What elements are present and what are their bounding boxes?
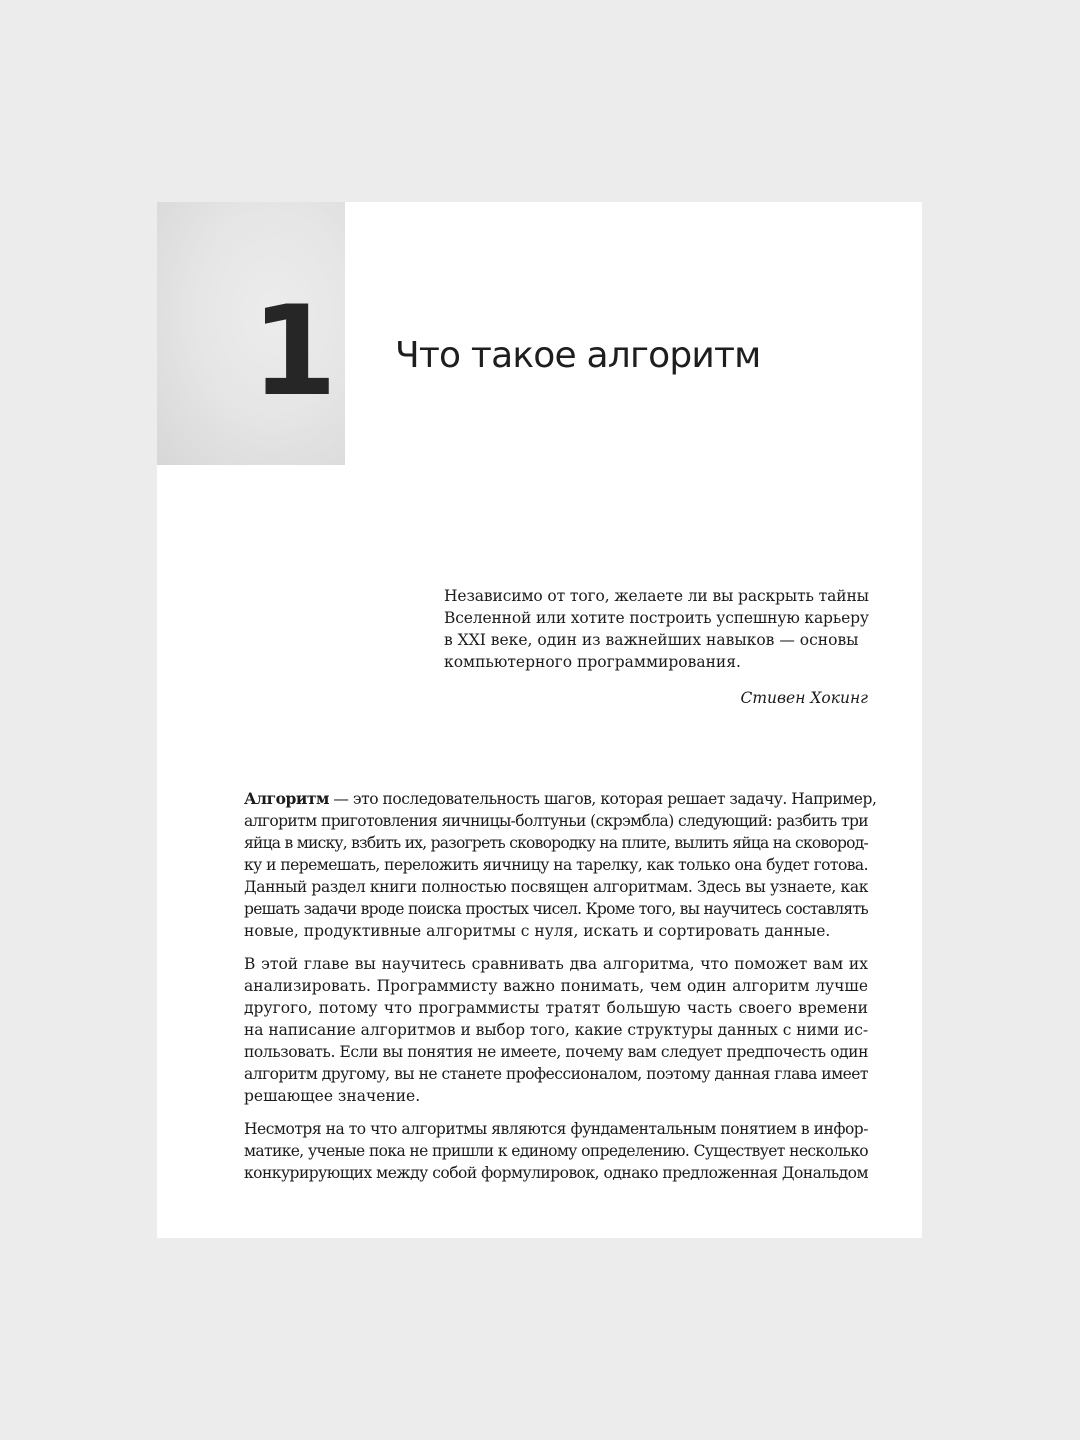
text-line: яйца в миску, взбить их, разогреть сковородку на плите, вылить яйца на сковород-: [244, 834, 868, 852]
epigraph-author: Стивен Хокинг: [740, 689, 868, 707]
epigraph-line: Независимо от того, желаете ли вы раскрыть тайны: [444, 587, 869, 605]
chapter-number-block: [157, 202, 345, 465]
epigraph-line: компьютерного программирования.: [444, 653, 741, 671]
epigraph-line: Вселенной или хотите построить успешную карьеру: [444, 609, 869, 627]
epigraph: [444, 585, 869, 673]
text-line: В этой главе вы научитесь сравнивать два алгоритма, что поможет вам их: [244, 955, 868, 973]
defined-term: Алгоритм: [244, 789, 329, 808]
chapter-number: 1: [251, 280, 338, 424]
text-line-rest: — это последовательность шагов, которая решает задачу. Например,: [328, 790, 877, 808]
text-line: матике, ученые пока не пришли к единому определению. Существует несколько: [244, 1142, 868, 1160]
paragraph-2: [244, 953, 868, 1107]
epigraph-line: в XXI веке, один из важнейших навыков — основы: [444, 631, 859, 649]
chapter-title: Что такое алгоритм: [395, 335, 761, 376]
text-line: на написание алгоритмов и выбор того, какие структуры данных с ними ис-: [244, 1021, 868, 1039]
paragraph-3: [244, 1118, 868, 1184]
text-line: новые, продуктивные алгоритмы с нуля, искать и сортировать данные.: [244, 922, 831, 940]
book-page: [157, 202, 922, 1238]
paragraph-1: [244, 788, 877, 942]
text-line: Несмотря на то что алгоритмы являются фундаментальным понятием в инфор-: [244, 1120, 868, 1138]
text-line: алгоритм другому, вы не станете профессионалом, поэтому данная глава имеет: [244, 1065, 868, 1083]
text-line: алгоритм приготовления яичницы-болтуньи (скрэмбла) следующий: разбить три: [244, 812, 868, 830]
text-line: [244, 788, 877, 810]
text-line: другого, потому что программисты тратят большую часть своего времени: [244, 999, 868, 1017]
text-line: решать задачи вроде поиска простых чисел. Кроме того, вы научитесь составлять: [244, 900, 868, 918]
text-line: конкурирующих между собой формулировок, однако предложенная Дональдом: [244, 1164, 868, 1182]
text-line: Данный раздел книги полностью посвящен алгоритмам. Здесь вы узнаете, как: [244, 878, 868, 896]
text-line: ку и перемешать, переложить яичницу на тарелку, как только она будет готова.: [244, 856, 868, 874]
body-text: [244, 788, 877, 1195]
text-line: анализировать. Программисту важно понимать, чем один алгоритм лучше: [244, 977, 868, 995]
text-line: решающее значение.: [244, 1087, 421, 1105]
text-line: пользовать. Если вы понятия не имеете, почему вам следует предпочесть один: [244, 1043, 868, 1061]
